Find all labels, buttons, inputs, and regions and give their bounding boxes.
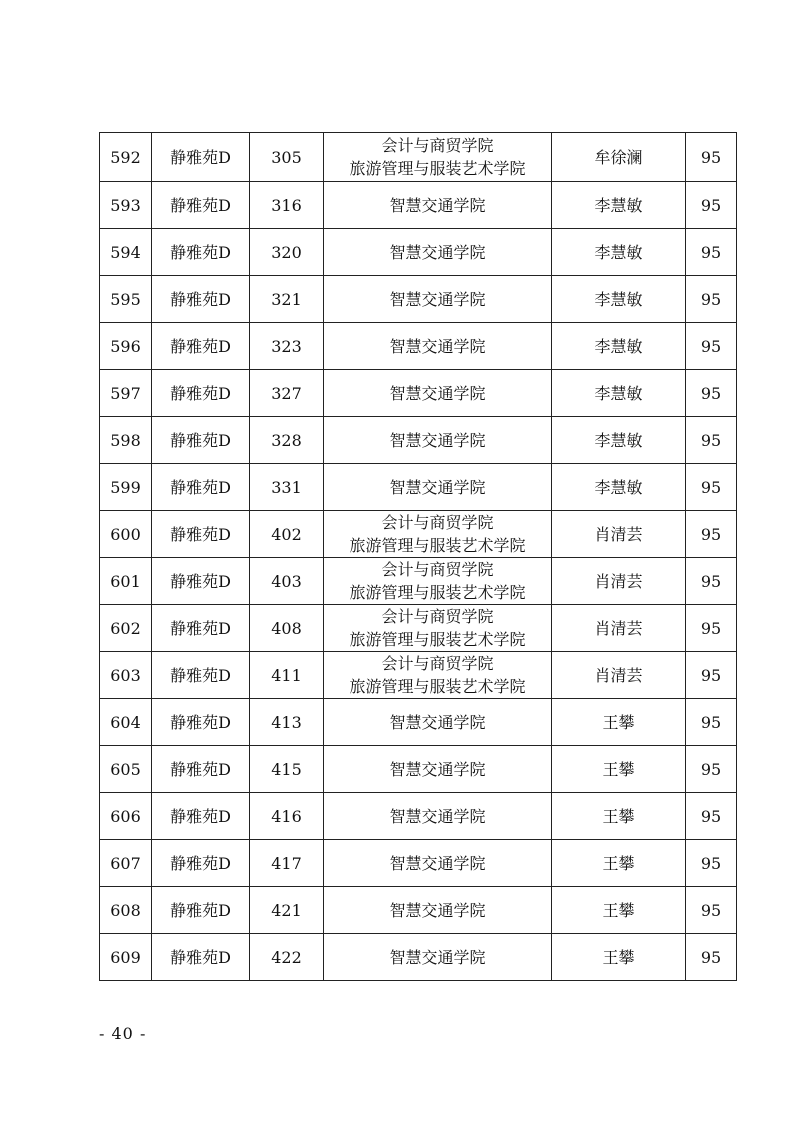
table-row [100, 934, 737, 981]
cell-score: 95 [686, 229, 737, 276]
department-line: 旅游管理与服装艺术学院 [349, 677, 526, 696]
table-row [100, 793, 737, 840]
cell-building: 静雅苑D [152, 887, 250, 934]
cell-room: 323 [250, 323, 324, 370]
cell-staff: 李慧敏 [552, 276, 686, 323]
cell-number: 598 [100, 417, 152, 464]
cell-score: 95 [686, 276, 737, 323]
cell-number: 603 [100, 652, 152, 699]
table-row [100, 558, 737, 605]
cell-room: 408 [250, 605, 324, 652]
cell-room: 413 [250, 699, 324, 746]
cell-score: 95 [686, 840, 737, 887]
department-line: 智慧交通学院 [389, 947, 486, 967]
cell-staff: 李慧敏 [552, 229, 686, 276]
cell-staff: 李慧敏 [552, 323, 686, 370]
cell-department [324, 276, 552, 323]
cell-department [324, 840, 552, 887]
cell-staff: 王攀 [552, 934, 686, 981]
cell-staff: 王攀 [552, 840, 686, 887]
table-row [100, 182, 737, 229]
cell-score: 95 [686, 793, 737, 840]
table-row [100, 464, 737, 511]
cell-number: 607 [100, 840, 152, 887]
cell-room: 421 [250, 887, 324, 934]
table-row [100, 276, 737, 323]
cell-staff: 肖清芸 [552, 558, 686, 605]
department-line: 旅游管理与服装艺术学院 [349, 536, 526, 555]
cell-number: 602 [100, 605, 152, 652]
department-line: 智慧交通学院 [389, 853, 486, 873]
cell-department [324, 793, 552, 840]
cell-building: 静雅苑D [152, 323, 250, 370]
cell-number: 593 [100, 182, 152, 229]
cell-staff: 肖清芸 [552, 511, 686, 558]
cell-room: 402 [250, 511, 324, 558]
cell-staff: 李慧敏 [552, 464, 686, 511]
table-row [100, 746, 737, 793]
cell-department [324, 699, 552, 746]
department-line: 智慧交通学院 [389, 806, 486, 826]
cell-score: 95 [686, 652, 737, 699]
cell-staff: 肖清芸 [552, 652, 686, 699]
cell-score: 95 [686, 133, 737, 182]
cell-score: 95 [686, 558, 737, 605]
cell-building: 静雅苑D [152, 699, 250, 746]
department-line: 智慧交通学院 [389, 242, 486, 262]
cell-room: 416 [250, 793, 324, 840]
cell-department [324, 323, 552, 370]
department-line: 智慧交通学院 [389, 430, 486, 450]
cell-staff: 王攀 [552, 699, 686, 746]
cell-staff: 王攀 [552, 793, 686, 840]
department-line: 旅游管理与服装艺术学院 [349, 630, 526, 649]
cell-number: 596 [100, 323, 152, 370]
cell-number: 605 [100, 746, 152, 793]
cell-department [324, 934, 552, 981]
table-row [100, 605, 737, 652]
cell-score: 95 [686, 746, 737, 793]
cell-building: 静雅苑D [152, 133, 250, 182]
cell-room: 321 [250, 276, 324, 323]
cell-staff: 李慧敏 [552, 182, 686, 229]
department-line: 智慧交通学院 [389, 900, 486, 920]
cell-department [324, 887, 552, 934]
cell-room: 316 [250, 182, 324, 229]
cell-number: 592 [100, 133, 152, 182]
cell-building: 静雅苑D [152, 558, 250, 605]
cell-department [324, 511, 552, 558]
department-line: 旅游管理与服装艺术学院 [349, 159, 526, 178]
cell-room: 415 [250, 746, 324, 793]
table-row [100, 887, 737, 934]
cell-score: 95 [686, 605, 737, 652]
cell-building: 静雅苑D [152, 793, 250, 840]
cell-staff: 王攀 [552, 887, 686, 934]
department-line: 智慧交通学院 [389, 759, 486, 779]
department-line: 智慧交通学院 [389, 383, 486, 403]
cell-department [324, 558, 552, 605]
cell-staff: 李慧敏 [552, 370, 686, 417]
cell-room: 422 [250, 934, 324, 981]
cell-building: 静雅苑D [152, 652, 250, 699]
cell-number: 601 [100, 558, 152, 605]
cell-score: 95 [686, 417, 737, 464]
cell-number: 597 [100, 370, 152, 417]
cell-score: 95 [686, 323, 737, 370]
cell-department [324, 746, 552, 793]
department-line: 会计与商贸学院 [381, 607, 494, 626]
dormitory-score-table [99, 132, 737, 981]
page-number: - 40 - [99, 1024, 147, 1043]
cell-building: 静雅苑D [152, 276, 250, 323]
department-line: 智慧交通学院 [389, 712, 486, 732]
department-line: 会计与商贸学院 [381, 560, 494, 579]
cell-building: 静雅苑D [152, 229, 250, 276]
cell-staff: 肖清芸 [552, 605, 686, 652]
cell-building: 静雅苑D [152, 746, 250, 793]
cell-building: 静雅苑D [152, 605, 250, 652]
cell-room: 320 [250, 229, 324, 276]
cell-department [324, 182, 552, 229]
table-row [100, 699, 737, 746]
cell-number: 606 [100, 793, 152, 840]
cell-number: 595 [100, 276, 152, 323]
table-row [100, 652, 737, 699]
department-line: 智慧交通学院 [389, 289, 486, 309]
cell-department [324, 370, 552, 417]
department-line: 智慧交通学院 [389, 477, 486, 497]
cell-staff: 牟徐澜 [552, 133, 686, 182]
cell-score: 95 [686, 182, 737, 229]
table-row [100, 417, 737, 464]
cell-building: 静雅苑D [152, 464, 250, 511]
department-line: 会计与商贸学院 [381, 136, 494, 155]
table-row [100, 133, 737, 182]
table-row [100, 370, 737, 417]
cell-number: 604 [100, 699, 152, 746]
cell-department [324, 229, 552, 276]
cell-score: 95 [686, 511, 737, 558]
cell-department [324, 652, 552, 699]
table-row [100, 511, 737, 558]
cell-score: 95 [686, 934, 737, 981]
cell-score: 95 [686, 464, 737, 511]
cell-score: 95 [686, 370, 737, 417]
table-body [100, 133, 737, 981]
cell-department [324, 133, 552, 182]
cell-building: 静雅苑D [152, 370, 250, 417]
cell-number: 599 [100, 464, 152, 511]
department-line: 智慧交通学院 [389, 336, 486, 356]
cell-building: 静雅苑D [152, 417, 250, 464]
cell-number: 609 [100, 934, 152, 981]
cell-staff: 王攀 [552, 746, 686, 793]
department-line: 会计与商贸学院 [381, 513, 494, 532]
cell-department [324, 605, 552, 652]
department-line: 旅游管理与服装艺术学院 [349, 583, 526, 602]
cell-building: 静雅苑D [152, 840, 250, 887]
cell-room: 403 [250, 558, 324, 605]
cell-building: 静雅苑D [152, 511, 250, 558]
cell-number: 608 [100, 887, 152, 934]
cell-department [324, 464, 552, 511]
cell-staff: 李慧敏 [552, 417, 686, 464]
cell-room: 305 [250, 133, 324, 182]
cell-room: 417 [250, 840, 324, 887]
table-row [100, 323, 737, 370]
table-row [100, 229, 737, 276]
cell-number: 600 [100, 511, 152, 558]
cell-room: 328 [250, 417, 324, 464]
cell-building: 静雅苑D [152, 182, 250, 229]
cell-score: 95 [686, 887, 737, 934]
cell-room: 331 [250, 464, 324, 511]
cell-room: 327 [250, 370, 324, 417]
cell-department [324, 417, 552, 464]
cell-building: 静雅苑D [152, 934, 250, 981]
table-row [100, 840, 737, 887]
cell-number: 594 [100, 229, 152, 276]
department-line: 智慧交通学院 [389, 195, 486, 215]
department-line: 会计与商贸学院 [381, 654, 494, 673]
cell-score: 95 [686, 699, 737, 746]
cell-room: 411 [250, 652, 324, 699]
